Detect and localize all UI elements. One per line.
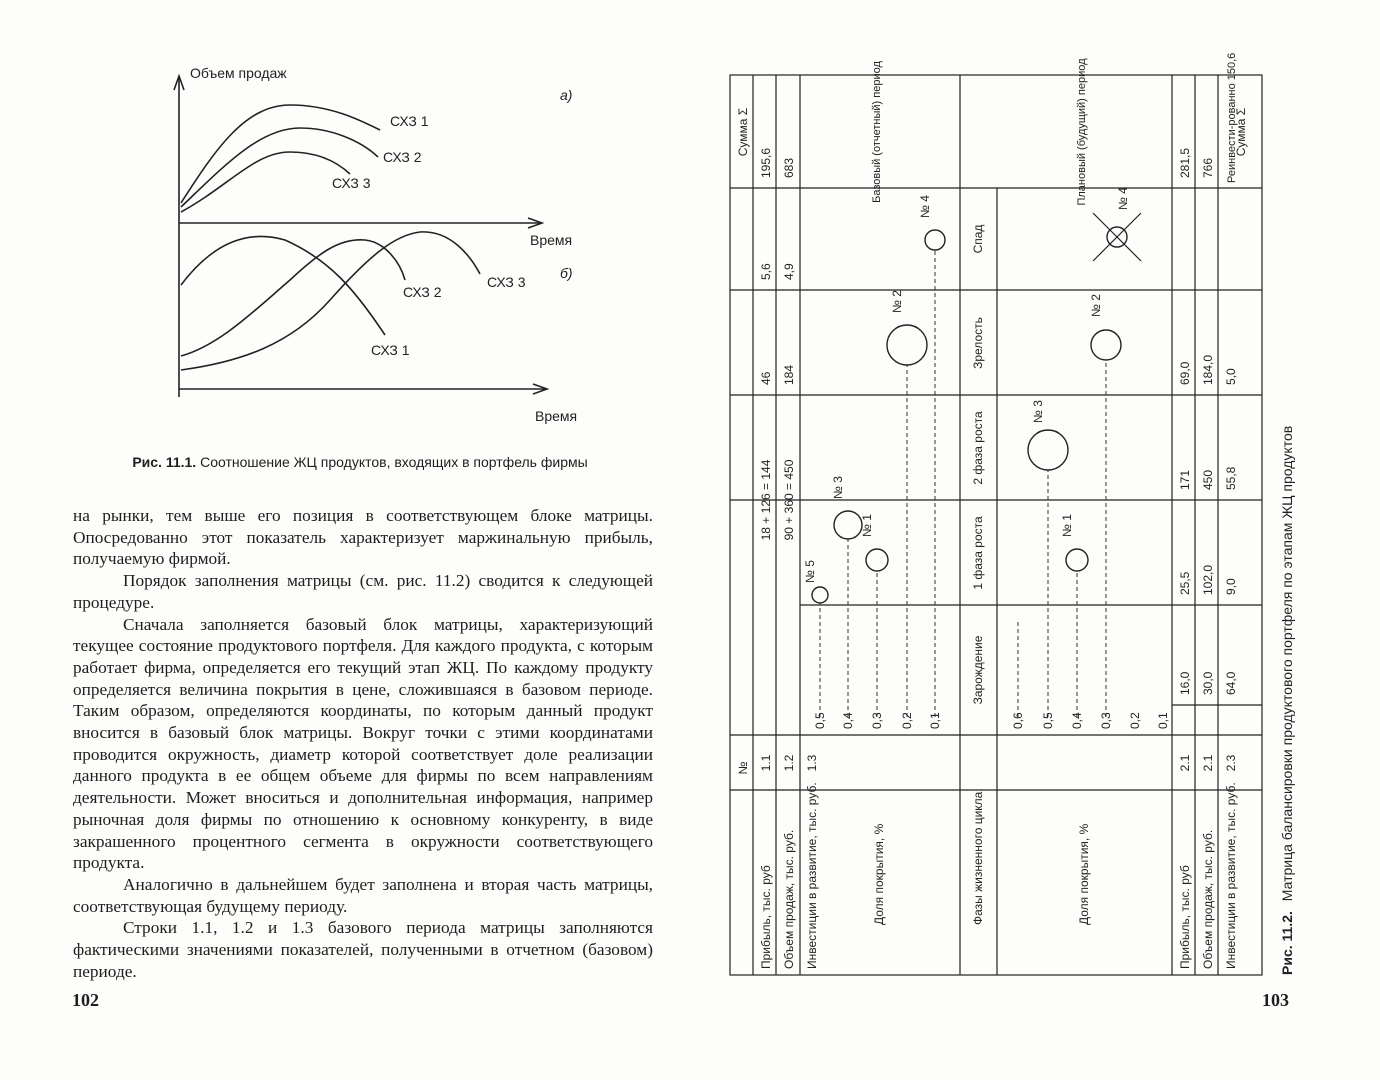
svg-text:№ 2: № 2 (890, 290, 904, 313)
svg-text:№ 4: № 4 (1116, 187, 1130, 210)
svg-text:2.3: 2.3 (1224, 754, 1238, 772)
base-tick-5: 0,1 (928, 712, 942, 729)
header-no: № (736, 761, 750, 775)
svg-text:69,0: 69,0 (1178, 361, 1192, 385)
base-product-3 (834, 511, 862, 539)
svg-text:5,6: 5,6 (759, 263, 773, 280)
svg-text:102,0: 102,0 (1201, 564, 1215, 595)
curve-a-2 (181, 128, 378, 207)
svg-text:16,0: 16,0 (1178, 671, 1192, 695)
svg-text:№ 3: № 3 (1031, 400, 1045, 423)
paragraph-2: Порядок заполнения матрицы (см. рис. 11.2) сводится к следующей процедуре. (73, 571, 653, 612)
svg-text:46: 46 (759, 371, 773, 385)
right-page (690, 0, 1380, 1080)
label-a-sxz2: СХЗ 2 (383, 149, 422, 165)
paragraph-5: Строки 1.1, 1.2 и 1.3 базового периода матрицы заполняются фактическими значениями показателей, полученными в отчетном (базовом) периоде. (73, 918, 653, 981)
body-text (73, 505, 653, 982)
svg-text:30,0: 30,0 (1201, 671, 1215, 695)
plan-tick-1: 0,6 (1011, 712, 1025, 729)
svg-text:90 + 360 = 450: 90 + 360 = 450 (782, 459, 796, 541)
paragraph-1: на рынки, тем выше его позиция в соответствующем блоке матрицы. Опосредованно этот показатель характеризует маржинальную прибыль, получаемую фирмой. (73, 506, 653, 569)
plan-tick-6: 0,1 (1156, 712, 1170, 729)
plan-tick-3: 0,4 (1070, 712, 1084, 729)
page-number-right: 103 (1262, 990, 1289, 1010)
svg-text:450: 450 (1201, 469, 1215, 490)
plan-product-1 (1066, 549, 1088, 571)
plan-block-label: Плановый (будущий) период (1076, 58, 1088, 206)
row-label-invest-plan: Инвестиции в развитие, тыс. руб. (1224, 782, 1238, 969)
header-sum-bottom: Сумма Σ (1234, 107, 1248, 157)
figure-11-2-matrix (690, 0, 1380, 1080)
phase-4: Зрелость (971, 317, 985, 369)
svg-text:№ 3: № 3 (831, 476, 845, 499)
row-label-coverage: Доля покрытия, % (872, 823, 886, 925)
label-b-sxz1: СХЗ 1 (371, 342, 410, 358)
base-product-1 (866, 549, 888, 571)
svg-text:№ 1: № 1 (860, 514, 874, 537)
svg-text:№ 4: № 4 (918, 195, 932, 218)
base-tick-3: 0,3 (870, 712, 884, 729)
plan-tick-4: 0,3 (1099, 712, 1113, 729)
base-tick-4: 0,2 (900, 712, 914, 729)
reinvest-cell: Реинвести-рованно 150,6 (1226, 52, 1238, 183)
svg-text:2.1: 2.1 (1201, 754, 1215, 772)
label-b-sxz3: СХЗ 3 (487, 274, 526, 290)
base-block-label: Базовый (отчетный) период (871, 61, 883, 203)
base-product-5 (812, 587, 828, 603)
svg-text:4,9: 4,9 (782, 263, 796, 280)
svg-text:№ 5: № 5 (803, 560, 817, 583)
svg-text:2.1: 2.1 (1178, 754, 1192, 772)
row-label-profit-plan: Прибыль, тыс. руб (1178, 865, 1192, 969)
paragraph-3: Сначала заполняется базовый блок матрицы, характеризующий текущее состояние продуктового портфеля. Для каждого продукта, с которым работает фирма, определяется его текущий этап ЖЦ. По каждому продукту определяется величина покрытия в цене, сложившаяся в базовом периоде. Таким образом, определяются координаты, по которым данный продукт вносится в базовый блок матрицы. Вокруг точки с этими координатами проводится окружность, диаметр которой соответствует доле реализации данного продукта в ее общем объеме для фирмы по всем направлениям деятельности. Может вноситься и дополнительная информация, например рыночная доля фирмы по отношению к основному конкуренту, в виде закрашенного процентного сегмента в окружности соответствующего продукта. (73, 614, 653, 873)
plan-product-3 (1028, 430, 1068, 470)
base-tick-2: 0,4 (841, 712, 855, 729)
header-sum: Сумма Σ (736, 107, 750, 157)
svg-text:25,5: 25,5 (1178, 571, 1192, 595)
plan-product-2 (1091, 330, 1121, 360)
base-tick-1: 0,5 (813, 712, 827, 729)
svg-text:1.2: 1.2 (782, 754, 796, 772)
caption-prefix: Рис. 11.1. (132, 454, 197, 470)
panel-a-label: а) (560, 87, 573, 103)
row-label-coverage-plan: Доля покрытия, % (1077, 823, 1091, 925)
svg-text:184: 184 (782, 364, 796, 385)
svg-text:№ 1: № 1 (1060, 514, 1074, 537)
y-axis-label: Объем продаж (190, 65, 287, 81)
svg-text:184,0: 184,0 (1201, 354, 1215, 385)
svg-text:64,0: 64,0 (1224, 671, 1238, 695)
phase-3: 2 фаза роста (971, 411, 985, 485)
curve-b-sxz3 (181, 232, 480, 370)
label-b-sxz2: СХЗ 2 (403, 284, 442, 300)
svg-text:1.3: 1.3 (805, 754, 819, 772)
svg-text:№ 2: № 2 (1089, 294, 1103, 317)
phase-5: Спад (971, 224, 985, 254)
svg-text:683: 683 (782, 157, 796, 178)
phase-1: Зарождение (971, 635, 985, 705)
label-a-sxz3: СХЗ 3 (332, 175, 371, 191)
panel-b-label: б) (560, 265, 573, 281)
figure-11-1-caption (110, 452, 610, 472)
svg-text:55,8: 55,8 (1224, 466, 1238, 490)
paragraph-4: Аналогично в дальнейшем будет заполнена и вторая часть матрицы, соответствующая будущему периоду. (73, 874, 653, 916)
svg-text:5,0: 5,0 (1224, 368, 1238, 385)
svg-text:766: 766 (1201, 157, 1215, 178)
svg-text:18 + 126 = 144: 18 + 126 = 144 (759, 459, 773, 541)
row-label-sales-plan: Объем продаж, тыс. руб. (1201, 829, 1215, 969)
page-number-left: 102 (72, 990, 99, 1010)
svg-text:1.1: 1.1 (759, 754, 773, 772)
time-label-b: Время (535, 408, 578, 424)
phase-2: 1 фаза роста (971, 516, 985, 590)
figure-11-1 (0, 0, 690, 440)
svg-text:195,6: 195,6 (759, 147, 773, 178)
svg-text:9,0: 9,0 (1224, 578, 1238, 595)
time-label-a: Время (530, 232, 573, 248)
label-a-sxz1: СХЗ 1 (390, 113, 429, 129)
svg-text:171: 171 (1178, 469, 1192, 490)
svg-text:281,5: 281,5 (1178, 147, 1192, 178)
plan-tick-5: 0,2 (1128, 712, 1142, 729)
row-label-invest: Инвестиции в развитие, тыс. руб. (805, 782, 819, 969)
figure-11-2-caption: Рис. 11.2. Матрица балансировки продуктового портфеля по этапам ЖЦ продуктов (1279, 425, 1295, 975)
row-label-phases: Фазы жизненного цикла (971, 791, 985, 925)
row-label-sales: Объем продаж, тыс. руб. (782, 829, 796, 969)
base-product-2 (887, 325, 927, 365)
base-product-4 (925, 230, 945, 250)
plan-tick-2: 0,5 (1041, 712, 1055, 729)
row-label-profit: Прибыль, тыс. руб (759, 865, 773, 969)
caption-text: Соотношение ЖЦ продуктов, входящих в портфель фирмы (200, 454, 588, 470)
